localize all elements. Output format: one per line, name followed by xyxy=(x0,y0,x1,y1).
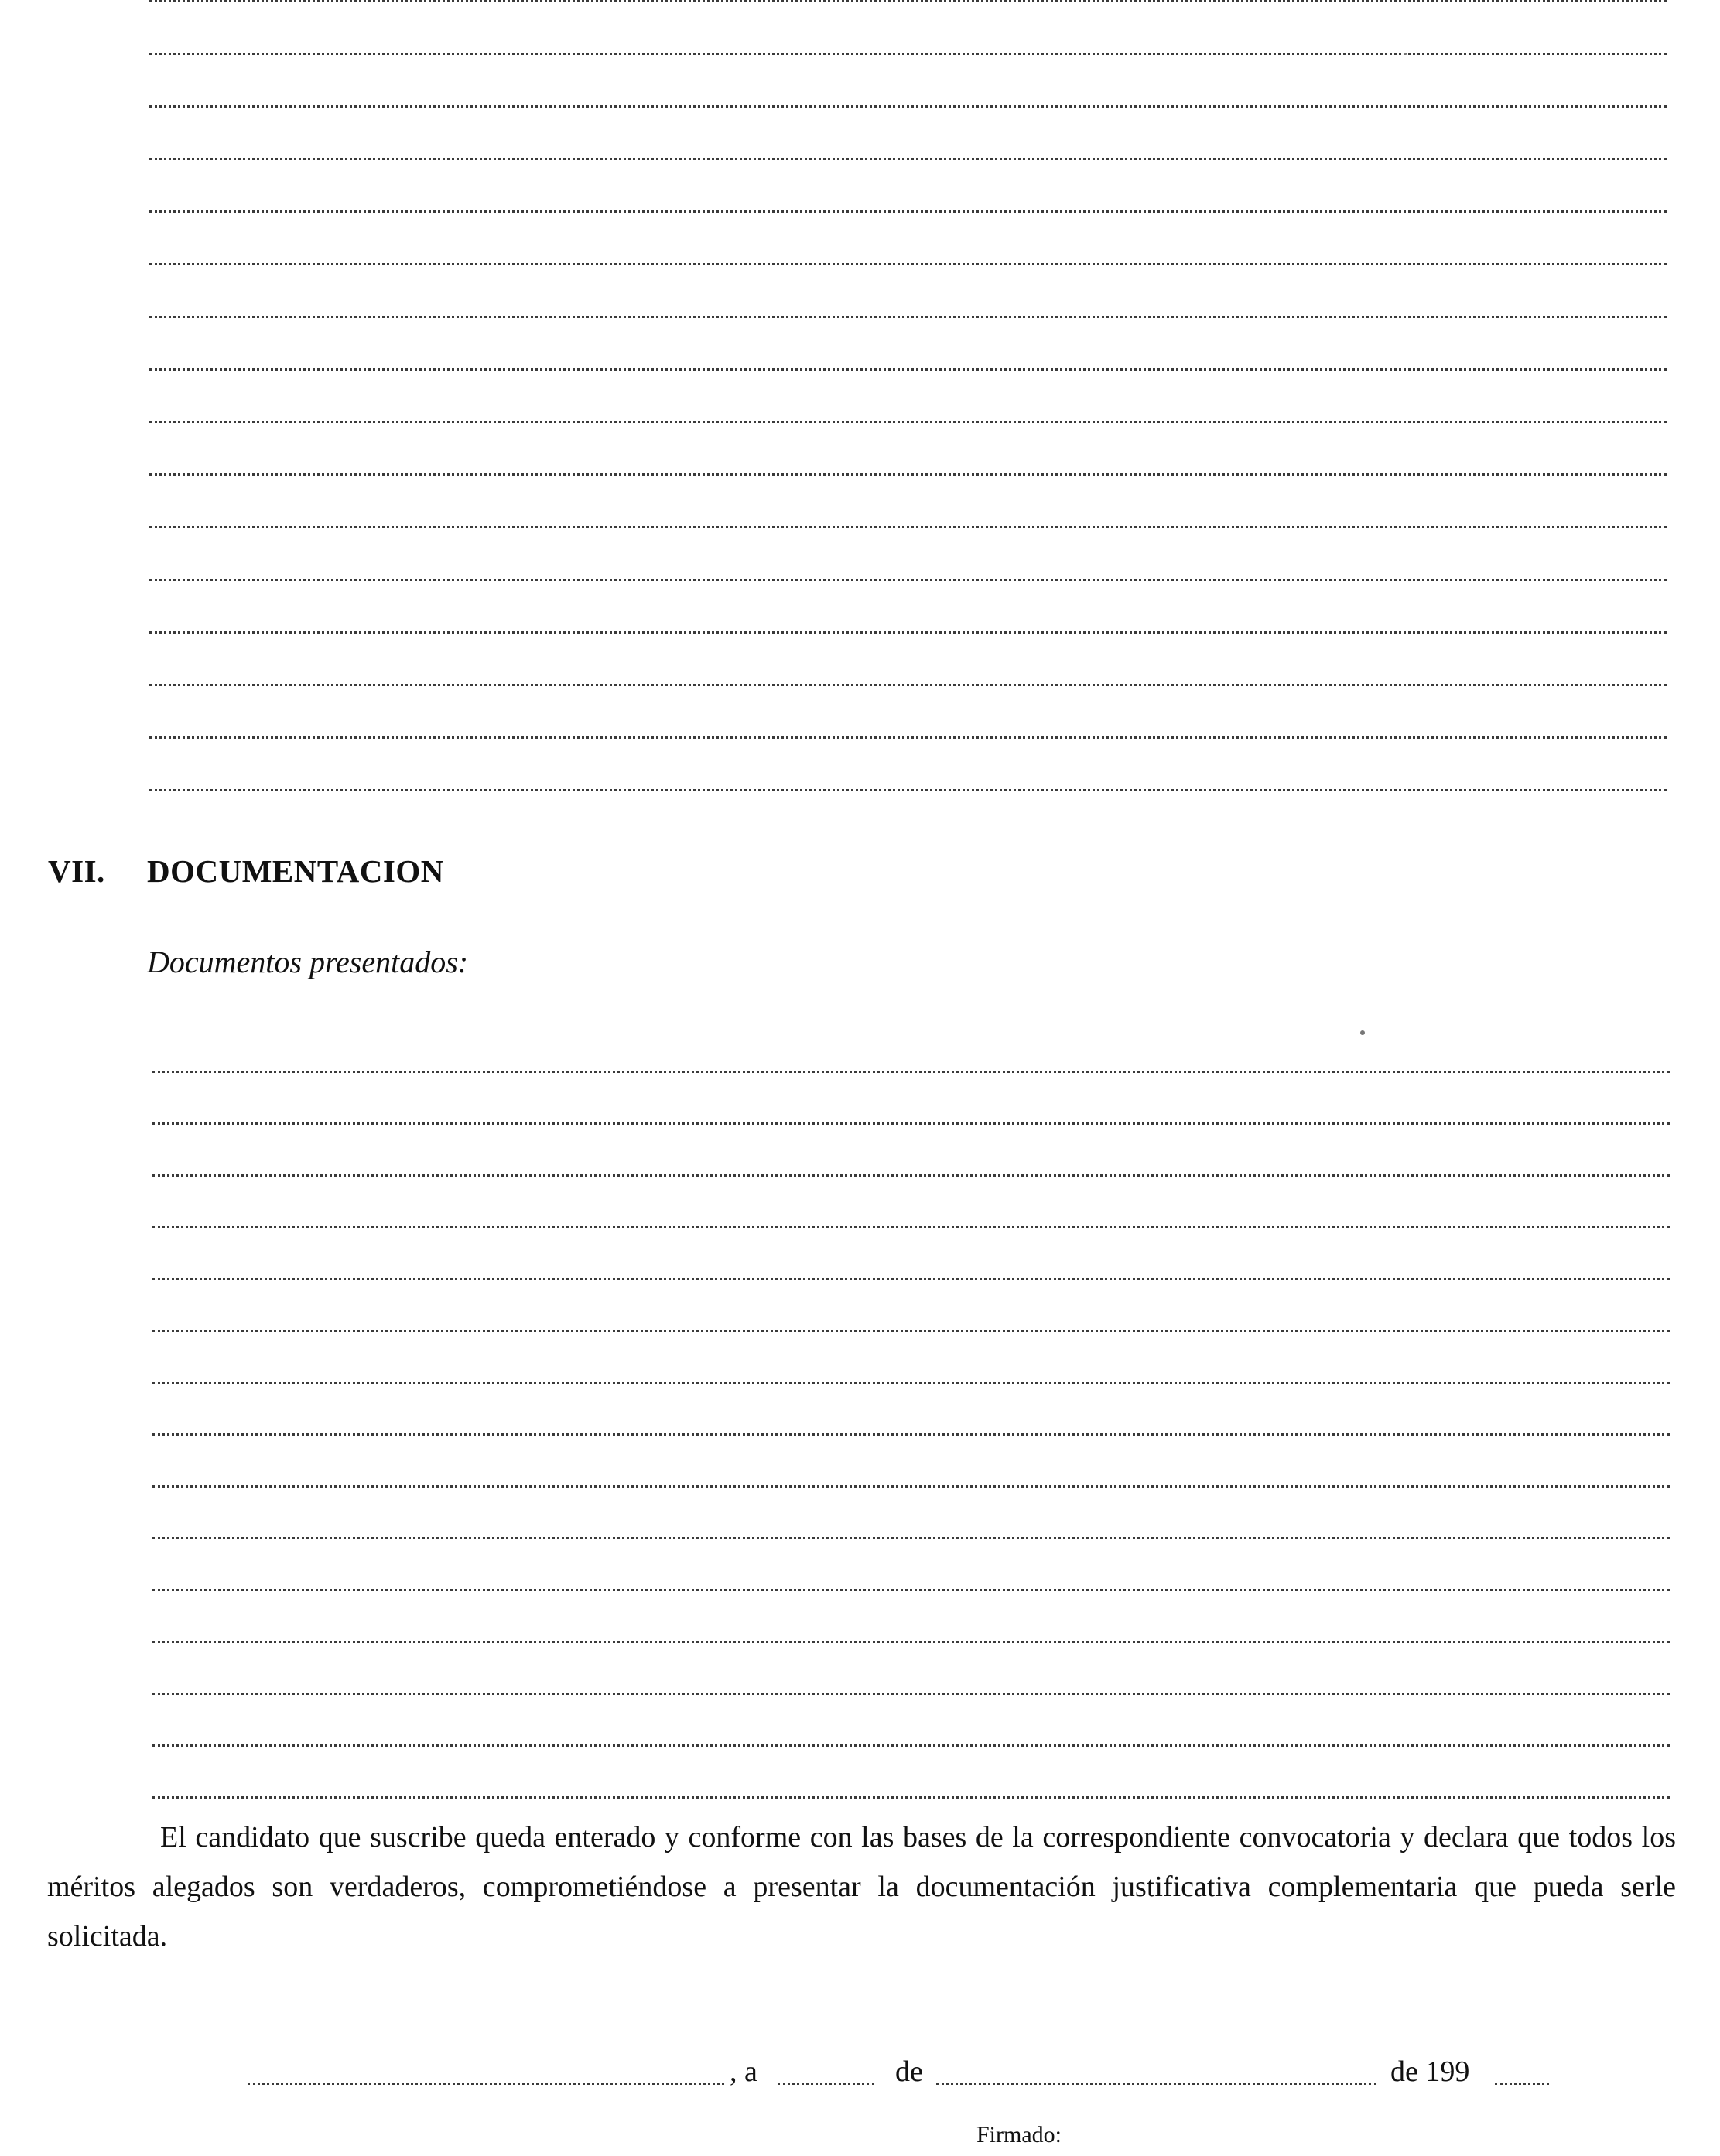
de-label-2: de 199 xyxy=(1390,2055,1470,2088)
ruled-line xyxy=(152,1122,1670,1125)
scan-speck xyxy=(1360,1030,1365,1035)
year-fill xyxy=(1495,2083,1549,2085)
ruled-line xyxy=(152,1589,1670,1591)
ruled-line xyxy=(152,1796,1670,1799)
ruled-line xyxy=(152,1174,1670,1177)
documents-subtitle: Documentos presentados: xyxy=(147,945,469,979)
ruled-line xyxy=(149,158,1667,160)
ruled-line xyxy=(152,1641,1670,1643)
section-title: DOCUMENTACION xyxy=(147,853,444,889)
section-heading xyxy=(48,852,444,890)
ruled-line xyxy=(149,210,1667,213)
ruled-line xyxy=(149,736,1667,739)
ruled-line xyxy=(152,1485,1670,1488)
ruled-line xyxy=(152,1278,1670,1280)
ruled-line xyxy=(149,684,1667,686)
ruled-line xyxy=(152,1226,1670,1228)
ruled-line xyxy=(149,53,1667,55)
ruled-line xyxy=(149,0,1667,2)
declaration-paragraph: El candidato que suscribe queda enterado y conforme con las bases de la correspondiente convocatoria y declara que todos los méritos alegados son verdaderos, comprometiéndose a presentar la documentación justificativa complementaria que pueda serle solicitada. xyxy=(47,1821,1676,1953)
ruled-line xyxy=(152,1744,1670,1747)
ruled-line xyxy=(152,1537,1670,1539)
scan-speck xyxy=(1404,53,1407,55)
month-fill xyxy=(936,2083,1376,2085)
day-fill xyxy=(778,2083,874,2085)
ruled-line xyxy=(149,316,1667,318)
de-label-1: de xyxy=(895,2055,923,2088)
place-fill xyxy=(248,2083,724,2085)
ruled-line xyxy=(149,631,1667,634)
ruled-line xyxy=(152,1693,1670,1695)
ruled-line xyxy=(149,789,1667,791)
ruled-line xyxy=(152,1433,1670,1436)
ruled-line xyxy=(152,1382,1670,1384)
section-number: VII. xyxy=(48,853,105,889)
ruled-line xyxy=(149,421,1667,423)
ruled-line xyxy=(149,368,1667,371)
signature-label: Firmado: xyxy=(976,2122,1062,2147)
ruled-line xyxy=(149,473,1667,476)
ruled-line xyxy=(149,105,1667,108)
ruled-line xyxy=(152,1071,1670,1073)
place-suffix: , a xyxy=(730,2055,757,2088)
ruled-line xyxy=(149,579,1667,581)
ruled-line xyxy=(152,1330,1670,1332)
ruled-line xyxy=(149,263,1667,265)
ruled-line xyxy=(149,526,1667,528)
